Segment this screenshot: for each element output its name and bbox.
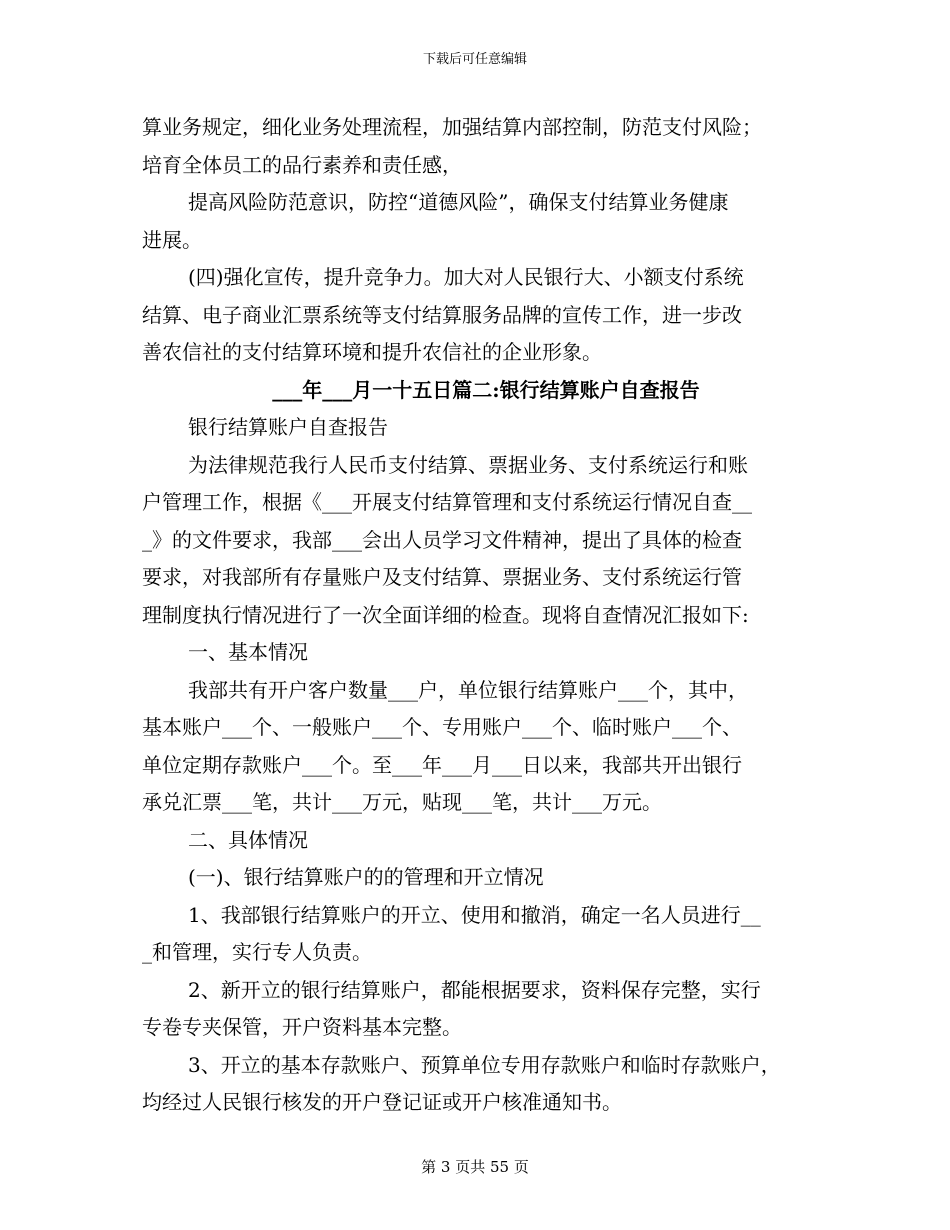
text-line: 均经过人民银行核发的开户登记证或开户核准通知书。 bbox=[142, 1090, 622, 1114]
text-line: 结算、电子商业汇票系统等支付结算服务品牌的宣传工作，进一步改 bbox=[142, 302, 742, 327]
subsection-heading: 二、具体情况 bbox=[188, 827, 308, 852]
text-line: 要求，对我部所有存量账户及支付结算、票据业务、支付系统运行管 bbox=[142, 565, 742, 589]
text-line: 算业务规定，细化业务处理流程，加强结算内部控制，防范支付风险； bbox=[142, 115, 762, 139]
text-line: 2、新开立的银行结算账户，都能根据要求，资料保存完整，实行 bbox=[188, 977, 761, 1002]
text-line: 户管理工作，根据《___开展支付结算管理和支付系统运行情况自查__ bbox=[142, 490, 752, 514]
text-line: 培育全体员工的品行素养和责任感， bbox=[142, 152, 462, 177]
text-line: (四)强化宣传，提升竞争力。加大对人民银行大、小额支付系统 bbox=[188, 265, 744, 289]
text-line: _》的文件要求，我部___会出人员学习文件精神，提出了具体的检查 bbox=[142, 527, 742, 552]
text-line: 基本账户___个、一般账户___个、专用账户___个、临时账户___个、 bbox=[142, 715, 742, 739]
text-line: 承兑汇票___笔，共计___万元，贴现___笔，共计___万元。 bbox=[142, 790, 662, 814]
text-line: 我部共有开户客户数量___户，单位银行结算账户___个，其中， bbox=[188, 677, 748, 702]
text-line: 专卷专夹保管，开户资料基本完整。 bbox=[142, 1015, 462, 1039]
subsection-heading: 一、基本情况 bbox=[188, 640, 308, 664]
section-heading: ___年___月一十五日篇二:银行结算账户自查报告 bbox=[272, 377, 700, 402]
text-line: 为法律规范我行人民币支付结算、票据业务、支付系统运行和账 bbox=[188, 452, 748, 477]
page-footer: 第 3 页共 55 页 bbox=[421, 1158, 529, 1176]
text-line: 提高风险防范意识，防控“道德风险”，确保支付结算业务健康 bbox=[188, 190, 729, 214]
text-line: 善农信社的支付结算环境和提升农信社的企业形象。 bbox=[142, 340, 602, 364]
text-line: 理制度执行情况进行了一次全面详细的检查。现将自查情况汇报如下: bbox=[142, 602, 749, 627]
text-line: 进展。 bbox=[142, 227, 202, 252]
report-title: 银行结算账户自查报告 bbox=[188, 415, 388, 439]
text-line: 1、我部银行结算账户的开立、使用和撤消，确定一名人员进行__ bbox=[188, 902, 761, 927]
subsection-heading: (一)、银行结算账户的的管理和开立情况 bbox=[188, 865, 544, 889]
header-note: 下载后可任意编辑 bbox=[422, 52, 527, 67]
text-line: 单位定期存款账户___个。至___年___月___日以来，我部共开出银行 bbox=[142, 752, 742, 777]
text-line: _和管理，实行专人负责。 bbox=[142, 940, 372, 964]
text-line: 3、开立的基本存款账户、预算单位专用存款账户和临时存款账户， bbox=[188, 1052, 781, 1077]
document-body bbox=[142, 109, 822, 1122]
